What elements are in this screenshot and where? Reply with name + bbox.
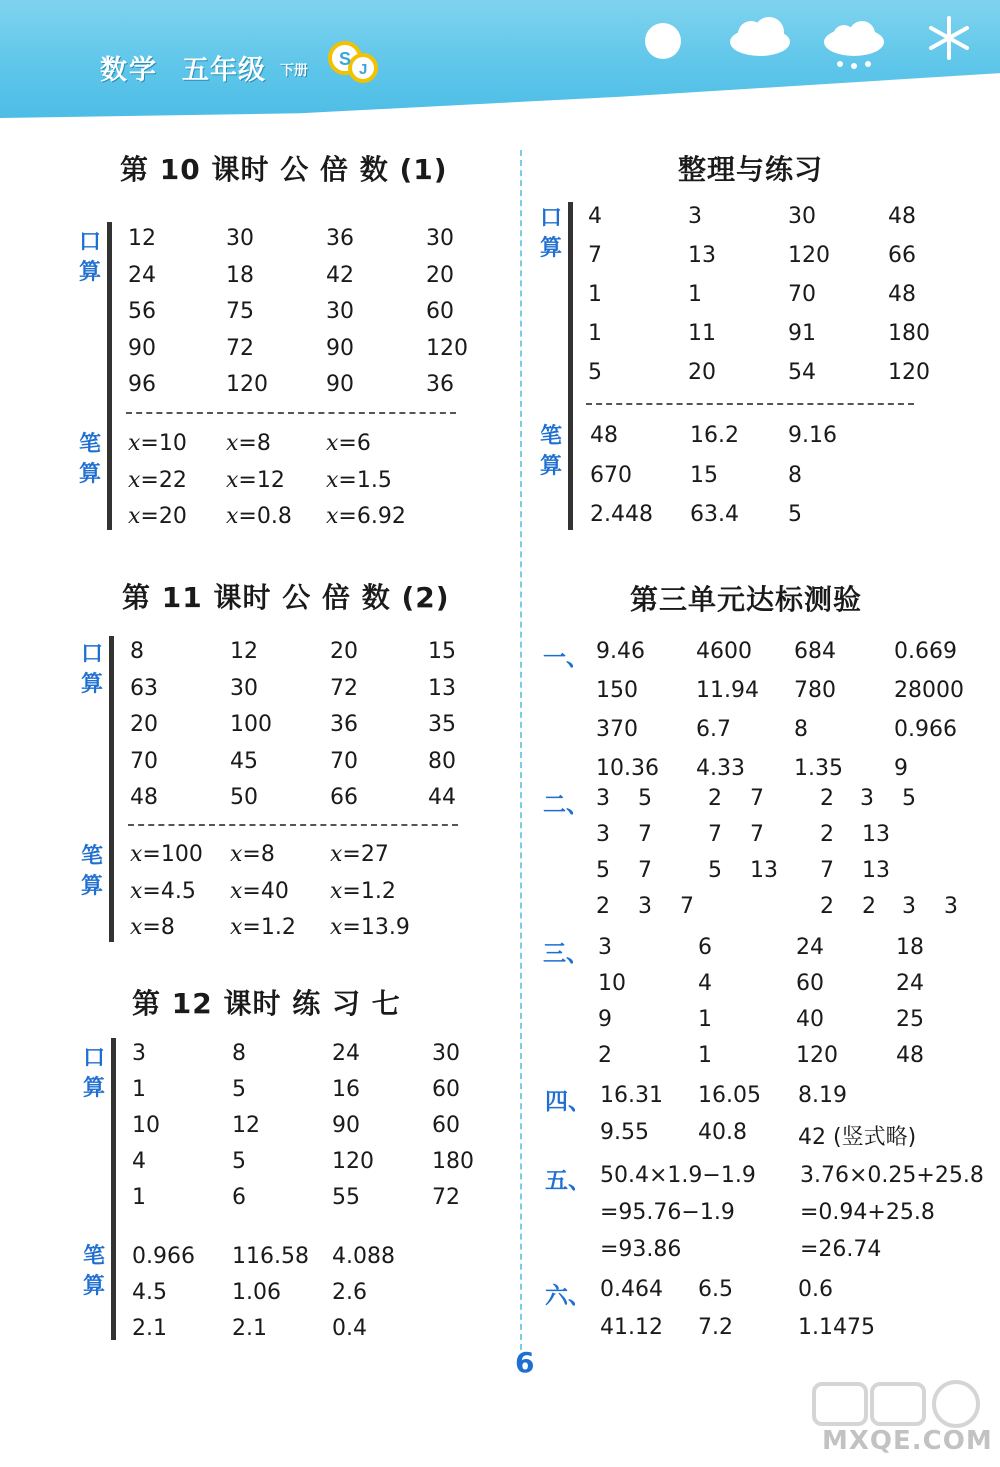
q2-cell: 7 xyxy=(750,822,764,847)
lesson10-kousuan-cell: 60 xyxy=(426,299,454,324)
lesson11-dash xyxy=(128,824,458,826)
lesson11-kousuan-cell: 15 xyxy=(428,639,456,664)
review-kousuan-cell: 48 xyxy=(888,282,916,307)
lesson12-bisuan-tag: 笔算 xyxy=(82,1244,105,1299)
review-bisuan-cell: 48 xyxy=(590,423,618,448)
svg-text:S: S xyxy=(339,49,352,69)
lesson11-bisuan-value: =13.9 xyxy=(342,915,410,940)
lesson10-kousuan-cell: 24 xyxy=(128,262,156,288)
review-title: 整理与练习 xyxy=(678,153,824,186)
page-number: 6 xyxy=(515,1346,535,1379)
q3-cell: 60 xyxy=(796,971,824,996)
review-kousuan-cell: 91 xyxy=(788,321,816,346)
lesson11-bisuan-value: =4.5 xyxy=(142,878,196,904)
lesson12-bisuan-cell: 1.06 xyxy=(232,1280,281,1305)
var-symbol: x xyxy=(130,842,143,867)
lesson11-kousuan-cell: 45 xyxy=(230,748,258,774)
lesson12-kousuan-cell: 5 xyxy=(232,1077,246,1102)
lesson10-kousuan-cell: 42 xyxy=(326,262,354,288)
lesson10-kousuan-cell: 96 xyxy=(128,372,156,397)
review-bisuan-cell: 5 xyxy=(788,502,802,527)
lesson10-bisuan-value: =6 xyxy=(338,431,371,456)
lesson10-kousuan-cell: 30 xyxy=(226,226,254,251)
q3-cell: 3 xyxy=(598,935,612,960)
review-kousuan-cell: 180 xyxy=(888,321,930,346)
lesson10-bar xyxy=(107,222,112,530)
q3-cell: 40 xyxy=(796,1007,824,1032)
var-symbol: x xyxy=(226,431,239,456)
lesson11-kousuan-cell: 70 xyxy=(130,748,158,774)
lesson11-bisuan-cell xyxy=(230,842,275,867)
q5-cell: 50.4×1.9−1.9 xyxy=(600,1163,756,1188)
lesson10-kousuan-cell: 90 xyxy=(128,335,156,361)
q2-cell: 2 xyxy=(596,894,610,919)
q2-cell: 2 xyxy=(862,894,876,919)
lesson10-kousuan-cell: 18 xyxy=(226,262,254,288)
lesson10-kousuan-cell: 90 xyxy=(326,372,354,397)
review-kousuan-cell: 3 xyxy=(688,204,702,229)
lesson12-bisuan-cell: 2.1 xyxy=(132,1316,167,1341)
review-kousuan-cell: 1 xyxy=(588,321,602,346)
lesson12-kousuan-cell: 16 xyxy=(332,1077,360,1102)
lesson10-bisuan-tag: 笔算 xyxy=(78,432,101,487)
q1-cell: 11.94 xyxy=(696,678,759,703)
lesson11-bisuan-value: =8 xyxy=(242,842,275,867)
lesson11-kousuan-cell: 44 xyxy=(428,785,456,810)
review-bisuan-cell: 2.448 xyxy=(590,502,653,527)
lesson11-kousuan-cell: 70 xyxy=(330,748,358,774)
lesson12-bisuan-cell: 116.58 xyxy=(232,1244,309,1269)
review-bisuan-cell: 63.4 xyxy=(690,502,739,527)
q2-cell: 5 xyxy=(902,786,916,811)
lesson10-kousuan-cell: 30 xyxy=(426,226,454,251)
q2-cell: 13 xyxy=(862,822,890,847)
review-bisuan-cell: 8 xyxy=(788,462,802,488)
q5-cell: =26.74 xyxy=(800,1237,882,1262)
watermark-text: MXQE.COM xyxy=(822,1426,993,1456)
lesson11-bisuan-cell xyxy=(130,842,203,867)
lesson10-bisuan-cell xyxy=(128,468,187,493)
lesson11-bisuan-cell xyxy=(330,842,389,867)
q6-cell: 41.12 xyxy=(600,1315,663,1340)
q1-cell: 6.7 xyxy=(696,717,731,742)
q1-cell: 28000 xyxy=(894,678,964,703)
lesson10-bisuan-value: =0.8 xyxy=(238,504,292,529)
lesson10-bisuan-cell xyxy=(326,468,392,493)
q1-cell: 684 xyxy=(794,639,836,664)
review-kousuan-cell: 120 xyxy=(888,360,930,385)
lesson10-bisuan-cell xyxy=(226,431,271,456)
q2-cell: 5 xyxy=(708,858,722,883)
lesson12-bisuan-cell: 0.4 xyxy=(332,1316,367,1341)
q2-cell: 3 xyxy=(944,894,958,919)
q2-cell: 2 xyxy=(708,786,722,811)
lesson12-kousuan-cell: 60 xyxy=(432,1113,460,1138)
lesson10-bisuan-cell xyxy=(128,431,187,456)
q1-cell: 1.35 xyxy=(794,756,843,781)
q4-cell: 8.19 xyxy=(798,1083,847,1108)
q2-cell: 3 xyxy=(638,894,652,919)
lesson10-bisuan-cell xyxy=(128,504,187,529)
q1-cell: 10.36 xyxy=(596,756,659,781)
lesson12-kousuan-cell: 24 xyxy=(332,1041,360,1066)
lesson10-bisuan-cell xyxy=(326,504,406,529)
q4-label: 四、 xyxy=(545,1089,591,1115)
lesson10-kousuan-cell: 120 xyxy=(226,372,268,397)
var-symbol: x xyxy=(330,842,343,867)
snowflake-icon xyxy=(925,14,973,62)
lesson11-bisuan-cell xyxy=(230,915,296,940)
lesson10-kousuan-cell: 36 xyxy=(426,372,454,397)
var-symbol: x xyxy=(230,842,243,867)
column-divider xyxy=(520,150,522,1350)
lesson12-bisuan-cell: 2.6 xyxy=(332,1280,367,1305)
lesson10-bisuan-cell xyxy=(226,468,285,493)
lesson11-kousuan-cell: 48 xyxy=(130,785,158,810)
q2-cell: 5 xyxy=(638,786,652,811)
q3-cell: 24 xyxy=(896,971,924,996)
q3-cell: 9 xyxy=(598,1007,612,1032)
lesson11-kousuan-cell: 72 xyxy=(330,675,358,701)
lesson10-bisuan-value: =8 xyxy=(238,431,271,456)
lesson11-kousuan-cell: 35 xyxy=(428,712,456,737)
lesson11-bisuan-cell xyxy=(130,879,196,904)
q2-cell: 13 xyxy=(750,858,778,883)
var-symbol: x xyxy=(230,915,243,940)
var-symbol: x xyxy=(226,504,239,529)
review-kousuan-cell: 1 xyxy=(588,282,602,307)
q5-cell: =0.94+25.8 xyxy=(800,1200,935,1225)
review-bisuan-cell: 15 xyxy=(690,462,718,488)
q2-cell: 7 xyxy=(750,786,764,811)
q4-cell: 16.31 xyxy=(600,1083,663,1108)
var-symbol: x xyxy=(128,467,141,493)
q1-cell: 9 xyxy=(894,756,908,781)
lesson10-kousuan-cell: 36 xyxy=(326,226,354,251)
q1-cell: 370 xyxy=(596,717,638,742)
snow-cloud-icon xyxy=(820,20,888,72)
lesson11-kousuan-cell: 100 xyxy=(230,712,272,737)
svg-text:J: J xyxy=(359,61,368,78)
lesson12-kousuan-cell: 90 xyxy=(332,1113,360,1138)
q5-label: 五、 xyxy=(545,1168,591,1194)
var-symbol: x xyxy=(330,915,343,940)
lesson12-kousuan-cell: 1 xyxy=(132,1185,146,1210)
q3-cell: 24 xyxy=(796,935,824,960)
q2-cell: 7 xyxy=(638,822,652,847)
review-kousuan-tag: 口算 xyxy=(539,206,562,261)
review-kousuan-cell: 120 xyxy=(788,243,830,268)
lesson11-kousuan-cell: 36 xyxy=(330,712,358,737)
lesson12-kousuan-cell: 180 xyxy=(432,1149,474,1174)
lesson12-title: 第 12 课时 练 习 七 xyxy=(132,987,401,1020)
lesson12-kousuan-cell: 8 xyxy=(232,1041,246,1066)
q5-cell: =93.86 xyxy=(600,1237,682,1262)
q2-cell: 3 xyxy=(596,786,610,811)
lesson11-bisuan-value: =1.2 xyxy=(342,878,396,904)
lesson11-bisuan-cell xyxy=(230,879,289,904)
lesson12-kousuan-tag: 口算 xyxy=(82,1046,105,1101)
review-kousuan-cell: 48 xyxy=(888,204,916,229)
lesson12-bisuan-cell: 4.088 xyxy=(332,1244,395,1269)
lesson10-bisuan-value: =22 xyxy=(140,467,187,493)
lesson10-bisuan-value: =1.5 xyxy=(338,467,392,493)
q2-cell: 3 xyxy=(596,822,610,847)
q2-cell: 7 xyxy=(708,822,722,847)
lesson11-bisuan-cell xyxy=(130,915,175,940)
review-kousuan-cell: 4 xyxy=(588,204,602,229)
q6-label: 六、 xyxy=(545,1283,591,1309)
q1-label: 一、 xyxy=(543,645,589,671)
var-symbol: x xyxy=(128,431,141,456)
var-symbol: x xyxy=(230,878,243,904)
q2-cell: 13 xyxy=(862,858,890,883)
lesson10-bisuan-value: =10 xyxy=(140,431,187,456)
lesson10-bisuan-cell xyxy=(226,504,292,529)
q3-cell: 6 xyxy=(698,935,712,960)
lesson10-title: 第 10 课时 公 倍 数 (1) xyxy=(120,153,448,186)
q3-cell: 18 xyxy=(896,935,924,960)
lesson12-bisuan-cell: 0.966 xyxy=(132,1244,195,1269)
review-bisuan-cell: 9.16 xyxy=(788,423,837,448)
review-kousuan-cell: 1 xyxy=(688,282,702,307)
q3-cell: 10 xyxy=(598,971,626,996)
lesson10-kousuan-cell: 20 xyxy=(426,262,454,288)
q4-cell: 9.55 xyxy=(600,1120,649,1145)
q2-label: 二、 xyxy=(543,792,589,818)
q1-cell: 150 xyxy=(596,678,638,703)
lesson10-bisuan-cell xyxy=(326,431,371,456)
review-kousuan-cell: 54 xyxy=(788,360,816,385)
lesson12-bar xyxy=(111,1038,116,1340)
lesson10-kousuan-cell: 56 xyxy=(128,299,156,324)
lesson11-kousuan-cell: 63 xyxy=(130,675,158,701)
q1-cell: 780 xyxy=(794,678,836,703)
q6-cell: 7.2 xyxy=(698,1315,733,1340)
q1-cell: 9.46 xyxy=(596,639,645,664)
lesson12-kousuan-cell: 55 xyxy=(332,1185,360,1210)
q3-cell: 2 xyxy=(598,1043,612,1068)
lesson12-kousuan-cell: 60 xyxy=(432,1077,460,1102)
lesson11-kousuan-cell: 20 xyxy=(330,639,358,664)
lesson10-bisuan-value: =12 xyxy=(238,467,285,493)
q2-cell: 2 xyxy=(820,786,834,811)
lesson12-kousuan-cell: 12 xyxy=(232,1113,260,1138)
q6-cell: 6.5 xyxy=(698,1277,733,1302)
q5-cell: =95.76−1.9 xyxy=(600,1200,735,1225)
review-bisuan-cell: 16.2 xyxy=(690,423,739,448)
lesson12-kousuan-cell: 10 xyxy=(132,1113,160,1138)
q2-cell: 7 xyxy=(820,858,834,883)
lesson11-kousuan-cell: 30 xyxy=(230,675,258,701)
lesson10-kousuan-cell: 30 xyxy=(326,299,354,324)
q3-cell: 1 xyxy=(698,1007,712,1032)
var-symbol: x xyxy=(330,878,343,904)
q4-cell: 16.05 xyxy=(698,1083,761,1108)
q2-cell: 3 xyxy=(902,894,916,919)
lesson10-bisuan-value: =6.92 xyxy=(338,504,406,529)
lesson11-kousuan-cell: 12 xyxy=(230,639,258,664)
lesson12-kousuan-cell: 30 xyxy=(432,1041,460,1066)
q3-cell: 120 xyxy=(796,1043,838,1068)
q1-cell: 4.33 xyxy=(696,756,745,781)
lesson11-bisuan-value: =27 xyxy=(342,842,389,867)
var-symbol: x xyxy=(128,504,141,529)
lesson10-dash xyxy=(126,412,456,414)
review-bar xyxy=(568,202,573,530)
var-symbol: x xyxy=(130,878,143,904)
lesson11-kousuan-cell: 20 xyxy=(130,712,158,737)
lesson11-bisuan-cell xyxy=(330,915,410,940)
lesson11-kousuan-cell: 13 xyxy=(428,675,456,701)
q2-cell: 7 xyxy=(638,858,652,883)
header-subject: 数学 xyxy=(100,55,158,86)
lesson11-bisuan-cell xyxy=(330,879,396,904)
q3-cell: 4 xyxy=(698,971,712,996)
q6-cell: 0.6 xyxy=(798,1277,833,1302)
lesson11-kousuan-tag: 口算 xyxy=(80,642,103,697)
q3-cell: 48 xyxy=(896,1043,924,1068)
lesson10-kousuan-cell: 75 xyxy=(226,299,254,324)
lesson11-bisuan-tag: 笔算 xyxy=(80,844,103,899)
lesson11-title: 第 11 课时 公 倍 数 (2) xyxy=(122,581,450,614)
lesson12-kousuan-cell: 120 xyxy=(332,1149,374,1174)
var-symbol: x xyxy=(326,431,339,456)
lesson11-kousuan-cell: 50 xyxy=(230,785,258,810)
review-kousuan-cell: 20 xyxy=(688,360,716,385)
lesson11-bisuan-value: =8 xyxy=(142,915,175,940)
lesson11-kousuan-cell: 80 xyxy=(428,748,456,774)
review-kousuan-cell: 70 xyxy=(788,282,816,307)
header-grade: 五年级 xyxy=(182,55,266,86)
q3-cell: 25 xyxy=(896,1007,924,1032)
lesson12-kousuan-cell: 6 xyxy=(232,1185,246,1210)
lesson10-kousuan-tag: 口算 xyxy=(78,230,101,285)
sun-icon xyxy=(640,18,686,64)
lesson10-kousuan-cell: 72 xyxy=(226,335,254,361)
review-kousuan-cell: 66 xyxy=(888,243,916,268)
review-kousuan-cell: 7 xyxy=(588,243,602,268)
var-symbol: x xyxy=(326,467,339,493)
q1-cell: 0.669 xyxy=(894,639,957,664)
lesson12-bisuan-cell: 4.5 xyxy=(132,1280,167,1305)
lesson10-kousuan-cell: 90 xyxy=(326,335,354,361)
review-kousuan-cell: 11 xyxy=(688,321,716,346)
review-bisuan-cell: 670 xyxy=(590,462,632,488)
var-symbol: x xyxy=(130,915,143,940)
lesson12-kousuan-cell: 3 xyxy=(132,1041,146,1066)
q4-cell: 40.8 xyxy=(698,1120,747,1145)
q2-cell: 2 xyxy=(820,822,834,847)
review-kousuan-cell: 30 xyxy=(788,204,816,229)
lesson11-bisuan-value: =100 xyxy=(142,842,203,867)
lesson12-bisuan-cell: 2.1 xyxy=(232,1316,267,1341)
q2-cell: 5 xyxy=(596,858,610,883)
review-dash xyxy=(586,403,914,405)
lesson11-bisuan-value: =1.2 xyxy=(242,915,296,940)
q2-cell: 2 xyxy=(820,894,834,919)
q6-cell: 0.464 xyxy=(600,1277,663,1302)
lesson10-bisuan-value: =20 xyxy=(140,504,187,529)
var-symbol: x xyxy=(326,504,339,529)
lesson10-kousuan-cell: 12 xyxy=(128,226,156,251)
q3-label: 三、 xyxy=(543,941,589,967)
q1-cell: 8 xyxy=(794,717,808,742)
lesson10-kousuan-cell: 120 xyxy=(426,335,468,361)
lesson11-kousuan-cell: 66 xyxy=(330,785,358,810)
lesson12-kousuan-cell: 5 xyxy=(232,1149,246,1174)
q3-cell: 1 xyxy=(698,1043,712,1068)
q6-cell: 1.1475 xyxy=(798,1315,875,1340)
review-kousuan-cell: 13 xyxy=(688,243,716,268)
review-bisuan-tag: 笔算 xyxy=(539,424,562,479)
q2-cell: 7 xyxy=(680,894,694,919)
unit3-title: 第三单元达标测验 xyxy=(630,583,863,616)
q2-cell: 3 xyxy=(860,786,874,811)
q5-cell: 3.76×0.25+25.8 xyxy=(800,1163,984,1188)
lesson11-bisuan-value: =40 xyxy=(242,878,289,904)
lesson12-kousuan-cell: 72 xyxy=(432,1185,460,1210)
lesson12-kousuan-cell: 4 xyxy=(132,1149,146,1174)
sj-badge-icon xyxy=(327,40,379,84)
lesson11-kousuan-cell: 8 xyxy=(130,639,144,664)
q1-cell: 0.966 xyxy=(894,717,957,742)
lesson12-kousuan-cell: 1 xyxy=(132,1077,146,1102)
q4-cell: 42 (竖式略) xyxy=(798,1125,917,1150)
lesson11-bar xyxy=(109,636,114,942)
cloud-icon xyxy=(725,14,795,60)
review-kousuan-cell: 5 xyxy=(588,360,602,385)
var-symbol: x xyxy=(226,467,239,493)
q1-cell: 4600 xyxy=(696,639,752,664)
header-volume: 下册 xyxy=(280,63,308,79)
